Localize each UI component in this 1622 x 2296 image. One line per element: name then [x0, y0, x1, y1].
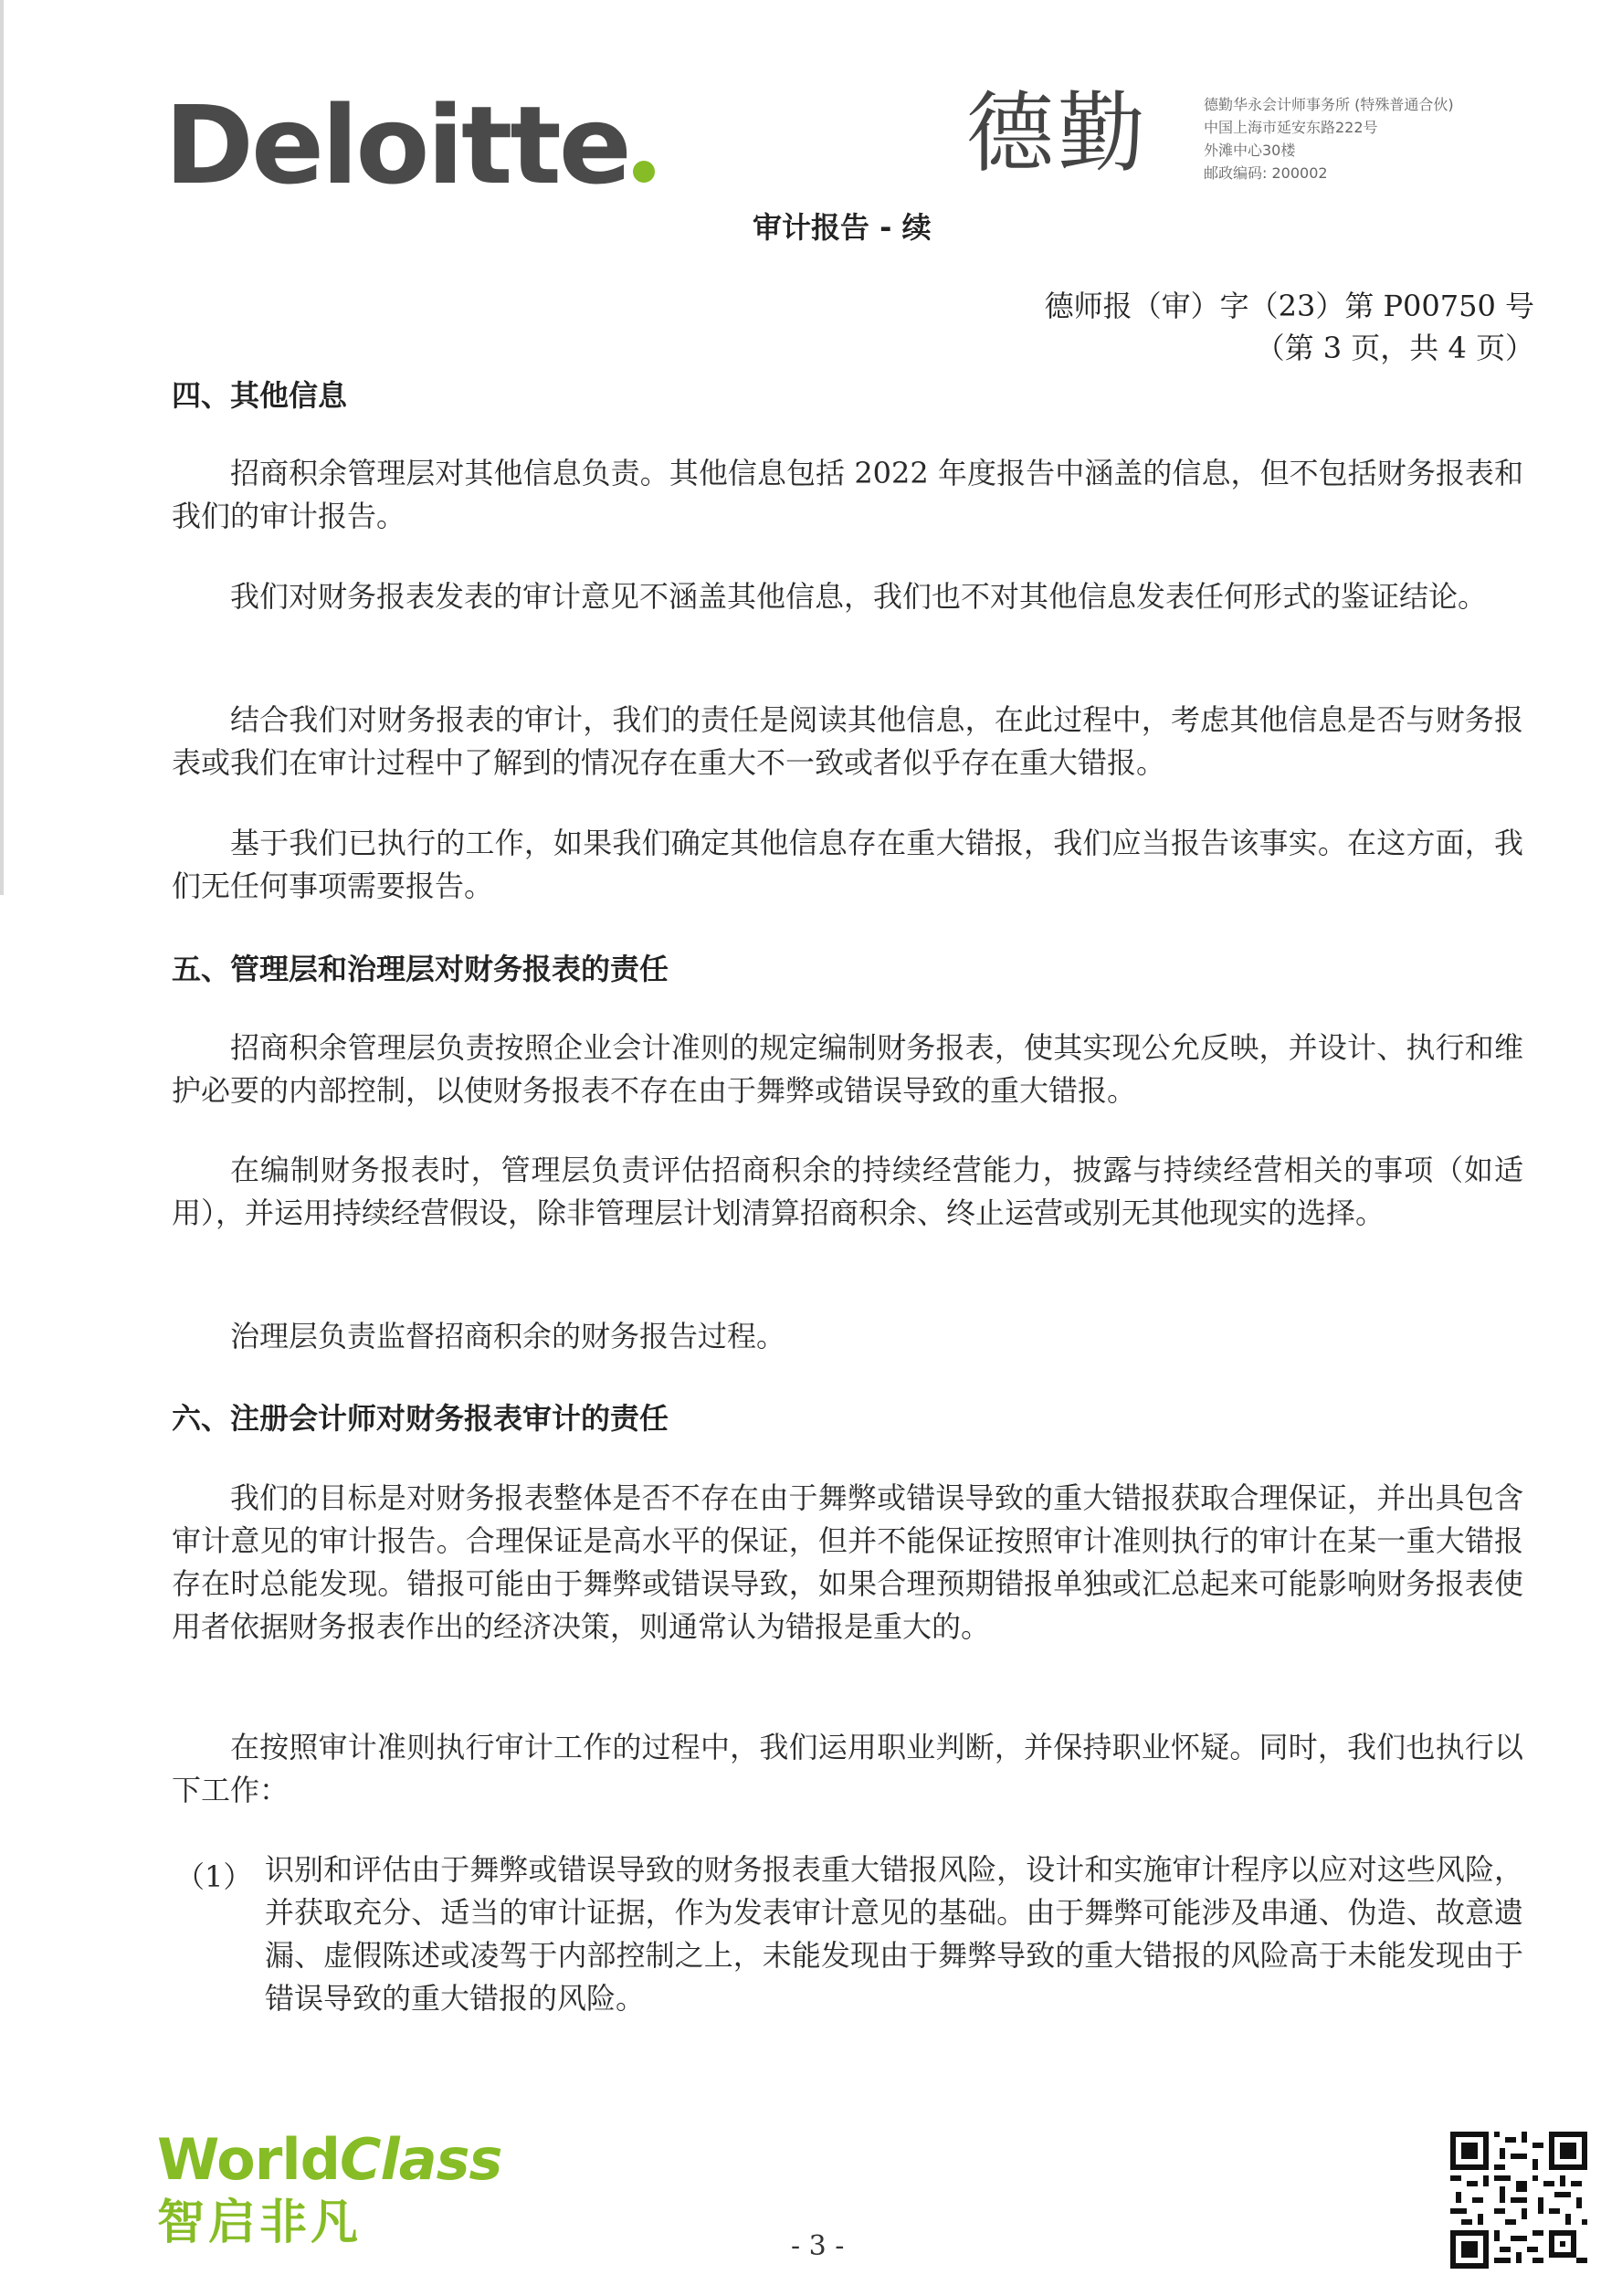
logo-green-dot: [633, 161, 655, 183]
worldclass-part1: World: [157, 2126, 340, 2193]
report-number: 德师报（审）字（23）第 P00750 号: [1044, 289, 1534, 323]
report-reference: [712, 285, 1534, 369]
paragraph: 基于我们已执行的工作，如果我们确定其他信息存在重大错报，我们应当报告该事实。在这方面，我们无任何事项需要报告。: [172, 826, 1523, 903]
worldclass-slogan: 智启非凡: [157, 2196, 363, 2250]
paragraph: 我们对财务报表发表的审计意见不涵盖其他信息，我们也不对其他信息发表任何形式的鉴证结论。: [230, 579, 1488, 614]
section-heading-other-info: 四、其他信息: [172, 378, 348, 413]
firm-line-3: 外滩中心30楼: [1204, 142, 1296, 159]
logo-chinese: 德勤: [966, 82, 1149, 184]
list-item-number: （1）: [175, 1859, 253, 1894]
firm-line-1: 德勤华永会计师事务所 (特殊普通合伙): [1204, 96, 1454, 113]
firm-line-4: 邮政编码: 200002: [1204, 164, 1328, 182]
paragraph: 招商积余管理层负责按照企业会计准则的规定编制财务报表，使其实现公允反映，并设计、执行和维护必要的内部控制，以使财务报表不存在由于舞弊或错误导致的重大错报。: [172, 1030, 1523, 1108]
paragraph: 招商积余管理层对其他信息负责。其他信息包括 2022 年度报告中涵盖的信息，但不包括财务报表和我们的审计报告。: [172, 456, 1523, 533]
paragraph: 在编制财务报表时，管理层负责评估招商积余的持续经营能力，披露与持续经营相关的事项（如适用），并运用持续经营假设，除非管理层计划清算招商积余、终止运营或别无其他现实的选择。: [172, 1153, 1523, 1230]
firm-address: [1204, 93, 1454, 184]
document-title: 审计报告 - 续: [753, 210, 932, 245]
deloitte-logo: [164, 82, 655, 208]
page-number: - 3 -: [791, 2230, 845, 2262]
paragraph: 治理层负责监督招商积余的财务报告过程。: [230, 1319, 786, 1353]
section-heading-auditor-responsibility: 六、注册会计师对财务报表审计的责任: [172, 1401, 669, 1436]
paragraph: 我们的目标是对财务报表整体是否不存在由于舞弊或错误导致的重大错报获取合理保证，并出具包含审计意见的审计报告。合理保证是高水平的保证，但并不能保证按照审计准则执行的审计在某一重大错报存在时总能发现。错报可能由于舞弊或错误导致，如果合理预期错报单独或汇总起来可能影响财务报表使用者依据财务报表作出的经济决策，则通常认为错报是重大的。: [172, 1480, 1523, 1644]
verification-qr-code: [1450, 2132, 1587, 2272]
paragraph: 结合我们对财务报表的审计，我们的责任是阅读其他信息，在此过程中，考虑其他信息是否与财务报表或我们在审计过程中了解到的情况存在重大不一致或者似乎存在重大错报。: [172, 702, 1523, 780]
page-count: （第 3 页，共 4 页）: [1255, 331, 1534, 365]
worldclass-part2: Class: [339, 2126, 502, 2193]
worldclass-logo: [157, 2126, 502, 2250]
worldclass-wordmark: [157, 2126, 502, 2193]
logo-wordmark: Deloitte: [164, 82, 629, 208]
section-heading-management-responsibility: 五、管理层和治理层对财务报表的责任: [172, 952, 669, 986]
paragraph: 在按照审计准则执行审计工作的过程中，我们运用职业判断，并保持职业怀疑。同时，我们也执行以下工作：: [172, 1730, 1523, 1807]
scan-edge: [0, 0, 4, 895]
list-item-text: 识别和评估由于舞弊或错误导致的财务报表重大错报风险，设计和实施审计程序以应对这些风险，并获取充分、适当的审计证据，作为发表审计意见的基础。由于舞弊可能涉及串通、伪造、故意遗漏、虚假陈述或凌驾于内部控制之上，未能发现由于舞弊导致的重大错报的风险高于未能发现由于错误导致的重大错报的风险。: [265, 1852, 1523, 2016]
firm-line-2: 中国上海市延安东路222号: [1204, 119, 1378, 136]
